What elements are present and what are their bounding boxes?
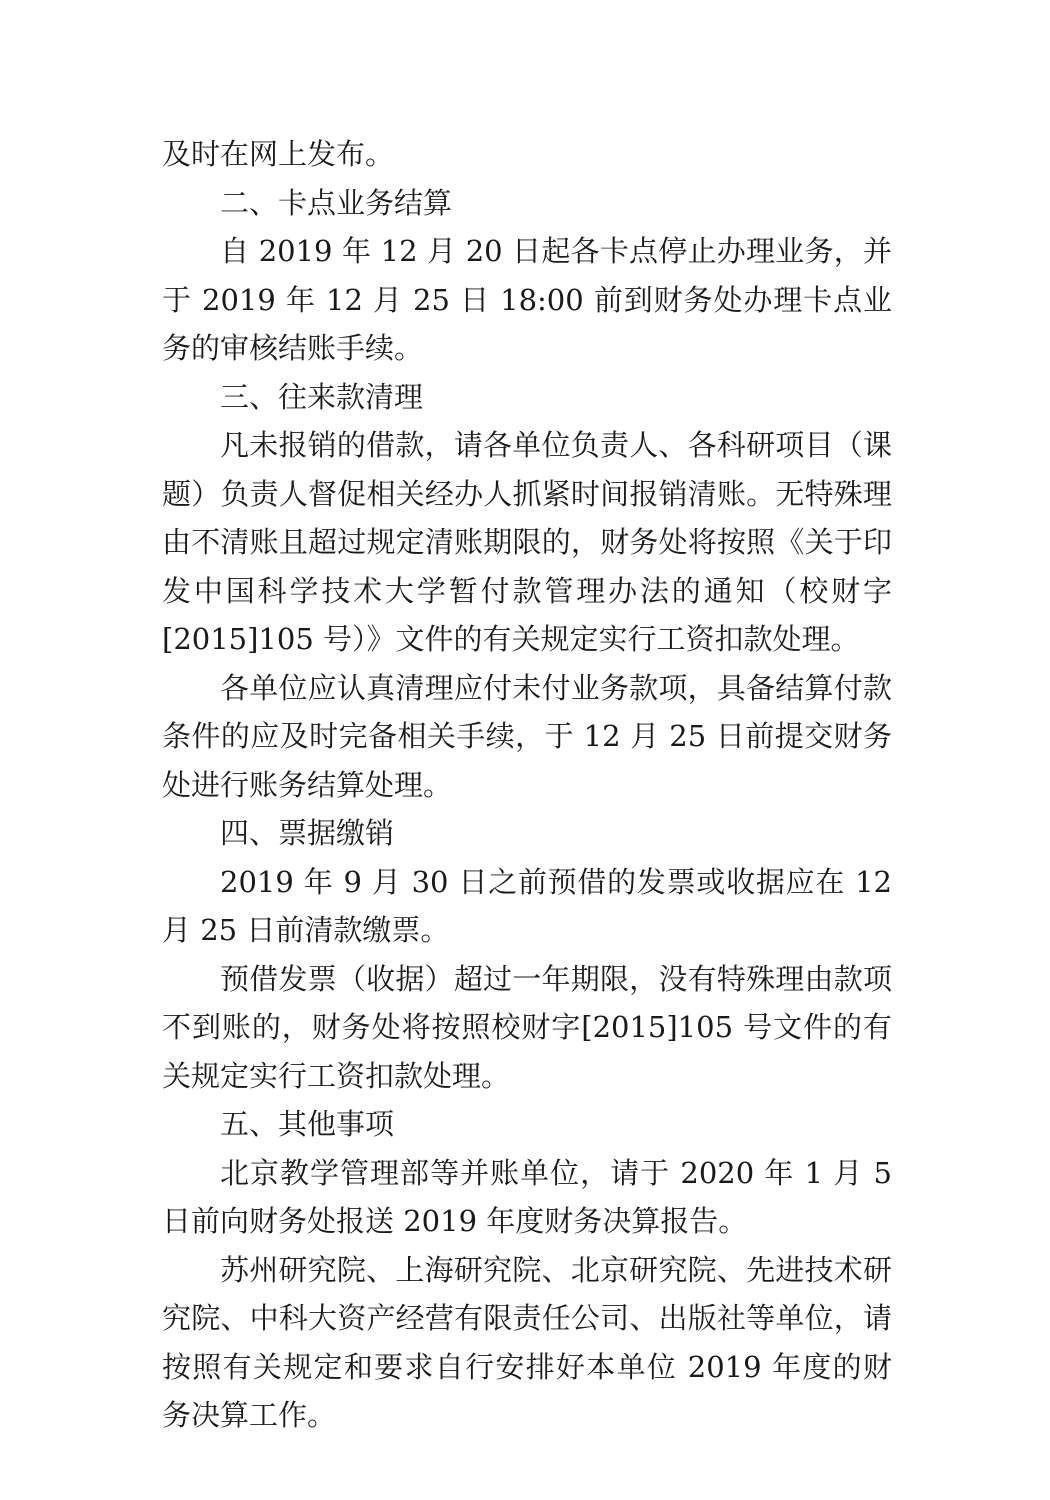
paragraph-checkpoint-settlement: 自 2019 年 12 月 20 日起各卡点停止办理业务，并于 2019 年 12 月 25 日 18:00 前到财务处办理卡点业务的审核结账手续。 (162, 234, 892, 365)
section-heading-3: 三、往来款清理 (220, 379, 424, 414)
section-heading-5: 五、其他事项 (220, 1107, 395, 1141)
document-body (162, 130, 892, 1440)
paragraph-continued: 及时在网上发布。 (162, 137, 395, 171)
paragraph-loan-clearing: 凡未报销的借款，请各单位负责人、各科研项目（课题）负责人督促相关经办人抓紧时间报销清账。无特殊理由不清账且超过规定清账期限的，财务处将按照《关于印发中国科学技术大学暂付款管理办法的通知（校财字[2015]105 号）》文件的有关规定实行工资扣款处理。 (162, 428, 892, 656)
paragraph-invoice-return: 2019 年 9 月 30 日之前预借的发票或收据应在 12 月 25 日前清款缴票。 (162, 864, 892, 947)
paragraph-beijing-report: 北京教学管理部等并账单位，请于 2020 年 1 月 5 日前向财务处报送 2019 年度财务决算报告。 (162, 1155, 892, 1238)
paragraph-invoice-overdue: 预借发票（收据）超过一年期限，没有特殊理由款项不到账的，财务处将按照校财字[2015]105 号文件的有关规定实行工资扣款处理。 (162, 961, 892, 1093)
paragraph-institutes: 苏州研究院、上海研究院、北京研究院、先进技术研究院、中科大资产经营有限责任公司、出版社等单位，请按照有关规定和要求自行安排好本单位 2019 年度的财务决算工作。 (162, 1252, 892, 1432)
paragraph-payables: 各单位应认真清理应付未付业务款项，具备结算付款条件的应及时完备相关手续，于 12 月 25 日前提交财务处进行账务结算处理。 (162, 670, 892, 802)
section-heading-2: 二、卡点业务结算 (220, 185, 453, 220)
section-heading-4: 四、票据缴销 (220, 816, 395, 850)
